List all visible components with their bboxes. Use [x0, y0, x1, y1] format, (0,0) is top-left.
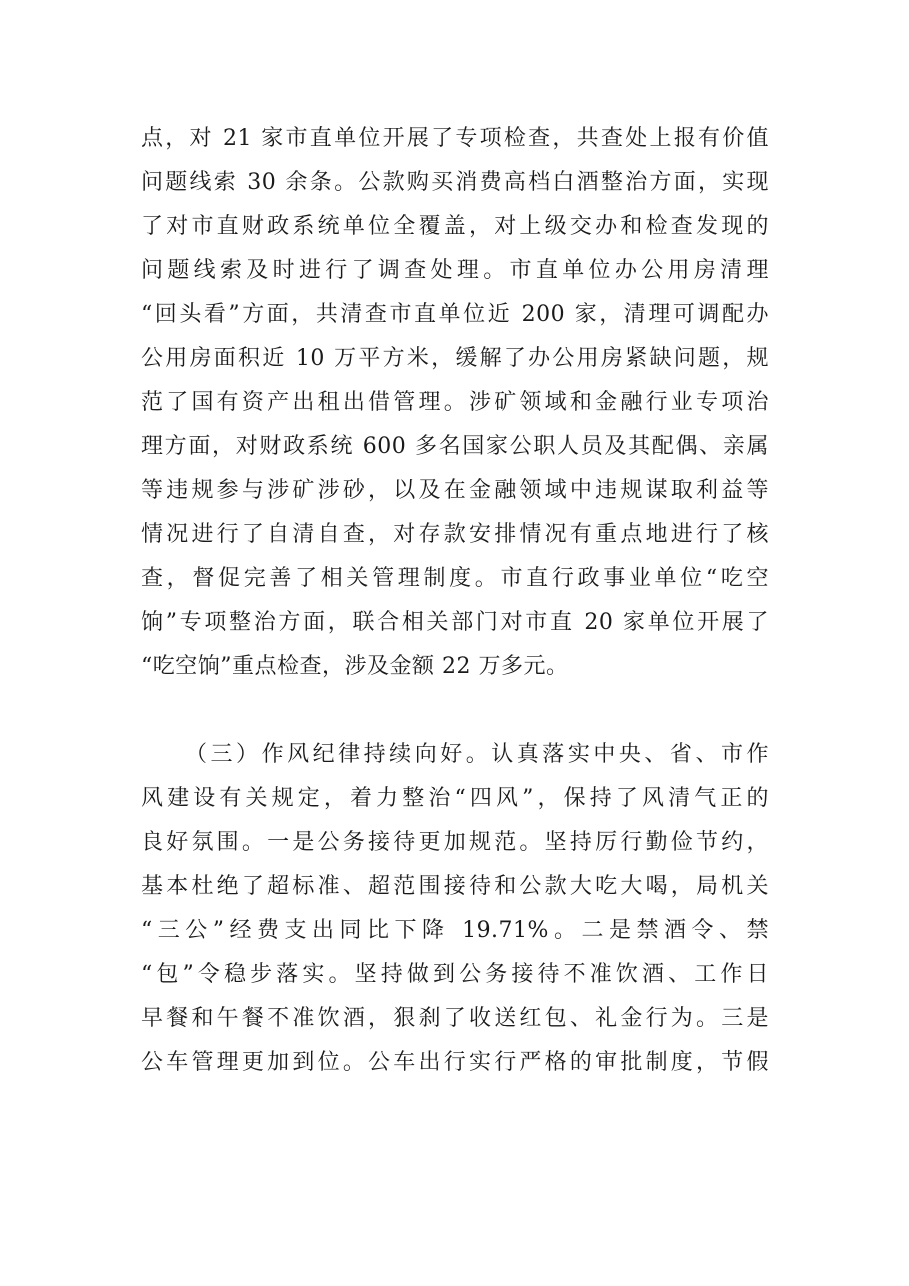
section-heading-line: （三）作风纪律持续向好。认真落实中央、省、市作	[185, 742, 769, 767]
text-line: 问题线索及时进行了调查处理。市直单位办公用房清理	[141, 258, 769, 283]
text-line: 良好氛围。一是公务接待更加规范。坚持厉行勤俭节约，	[141, 830, 769, 855]
text-line: 查，督促完善了相关管理制度。市直行政事业单位“吃空	[141, 566, 769, 591]
text-line: 范了国有资产出租出借管理。涉矿领域和金融行业专项治	[141, 390, 769, 415]
paragraph-1	[141, 117, 769, 689]
paragraph-2	[141, 733, 769, 1085]
text-line: 理方面，对财政系统 600 多名国家公职人员及其配偶、亲属	[141, 434, 769, 459]
text-line: 早餐和午餐不准饮酒，狠刹了收送红包、礼金行为。三是	[141, 1006, 769, 1031]
text-line: 问题线索 30 余条。公款购买消费高档白酒整治方面，实现	[141, 170, 769, 195]
text-line: 基本杜绝了超标准、超范围接待和公款大吃大喝，局机关	[141, 874, 769, 899]
text-line: 公车管理更加到位。公车出行实行严格的审批制度，节假	[141, 1050, 769, 1075]
text-line: 公用房面积近 10 万平方米，缓解了办公用房紧缺问题，规	[141, 346, 769, 371]
text-line: “包”令稳步落实。坚持做到公务接待不准饮酒、工作日	[141, 962, 769, 987]
text-line: 等违规参与涉矿涉砂，以及在金融领域中违规谋取利益等	[141, 478, 769, 503]
text-line: 了对市直财政系统单位全覆盖，对上级交办和检查发现的	[141, 214, 769, 239]
text-line: 饷”专项整治方面，联合相关部门对市直 20 家单位开展了	[141, 610, 769, 635]
text-line: 情况进行了自清自查，对存款安排情况有重点地进行了核	[141, 522, 769, 547]
text-line: 风建设有关规定，着力整治“四风”，保持了风清气正的	[141, 786, 769, 811]
text-line: “三公”经费支出同比下降 19.71%。二是禁酒令、禁	[141, 918, 769, 943]
text-line: “吃空饷”重点检查，涉及金额 22 万多元。	[141, 654, 569, 679]
text-line: “回头看”方面，共清查市直单位近 200 家，清理可调配办	[141, 302, 769, 327]
text-line: 点，对 21 家市直单位开展了专项检查，共查处上报有价值	[141, 126, 769, 151]
